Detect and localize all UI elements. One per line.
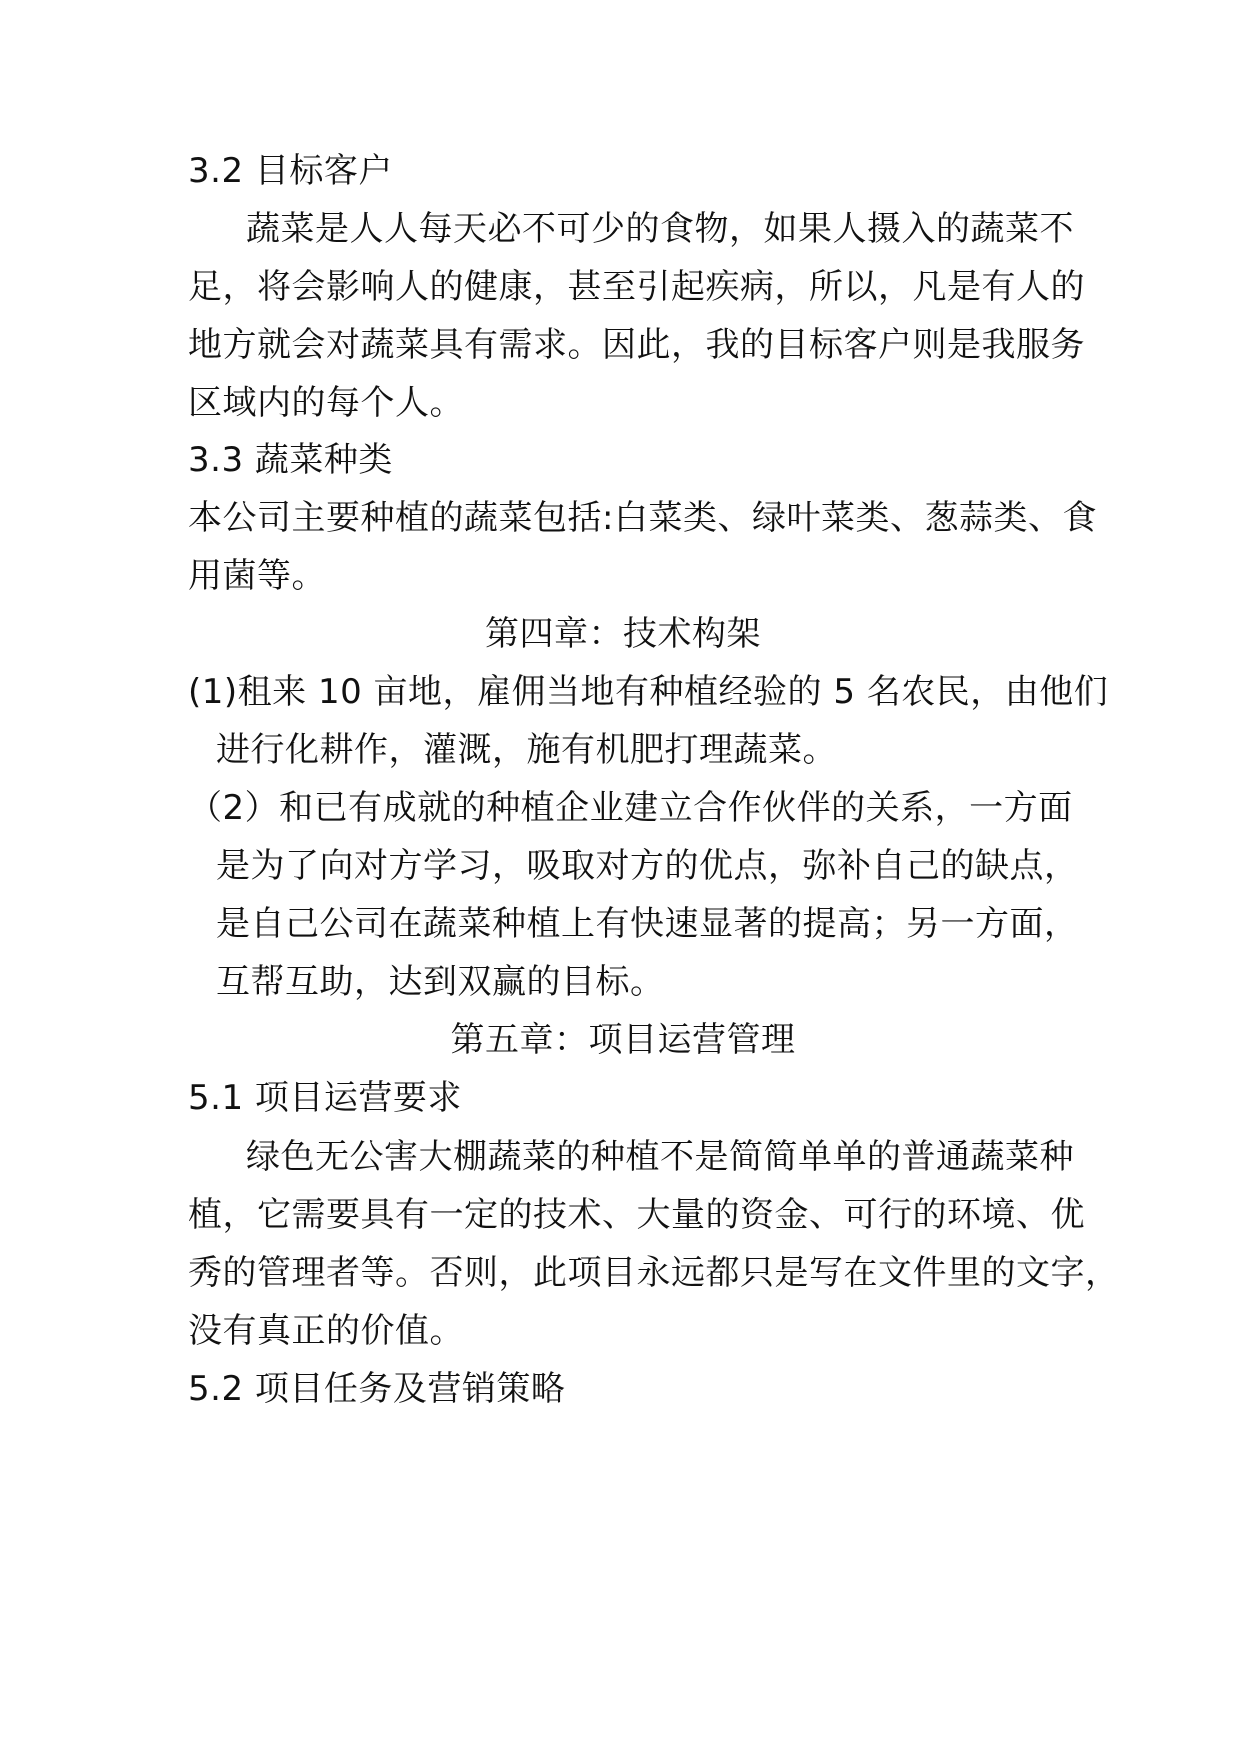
paragraph-line: 本公司主要种植的蔬菜包括:白菜类、绿叶菜类、葱蒜类、食	[188, 498, 1097, 538]
chapter-heading-5: 第五章：项目运营管理	[450, 1020, 796, 1060]
paragraph-line: 区域内的每个人。	[188, 383, 464, 423]
section-heading-5-1: 5.1 项目运营要求	[188, 1078, 462, 1118]
paragraph-line: 蔬菜是人人每天必不可少的食物，如果人摄入的蔬菜不	[246, 209, 1074, 249]
paragraph-line: 没有真正的价值。	[188, 1311, 464, 1351]
paragraph-line: 地方就会对蔬菜具有需求。因此，我的目标客户则是我服务	[188, 325, 1085, 365]
paragraph-line: 绿色无公害大棚蔬菜的种植不是简简单单的普通蔬菜种	[246, 1137, 1074, 1177]
paragraph-line: 用菌等。	[188, 556, 326, 596]
list-item-line: 互帮互助，达到双赢的目标。	[216, 962, 665, 1002]
paragraph-line: 秀的管理者等。否则，此项目永远都只是写在文件里的文字，	[188, 1253, 1120, 1293]
list-item-line: （2）和已有成就的种植企业建立合作伙伴的关系，一方面	[188, 788, 1073, 828]
list-item-line: 是自己公司在蔬菜种植上有快速显著的提高；另一方面，	[216, 904, 1079, 944]
paragraph-line: 植，它需要具有一定的技术、大量的资金、可行的环境、优	[188, 1195, 1085, 1235]
list-item-line: 是为了向对方学习，吸取对方的优点，弥补自己的缺点，	[216, 846, 1079, 886]
section-heading-5-2: 5.2 项目任务及营销策略	[188, 1369, 566, 1409]
section-heading-3-2: 3.2 目标客户	[188, 151, 393, 191]
list-item-line: (1)租来 10 亩地，雇佣当地有种植经验的 5 名农民，由他们	[188, 672, 1109, 712]
chapter-heading-4: 第四章：技术构架	[485, 614, 761, 654]
section-heading-3-3: 3.3 蔬菜种类	[188, 440, 393, 480]
paragraph-line: 足，将会影响人的健康，甚至引起疾病，所以，凡是有人的	[188, 267, 1085, 307]
list-item-line: 进行化耕作，灌溉，施有机肥打理蔬菜。	[216, 730, 837, 770]
